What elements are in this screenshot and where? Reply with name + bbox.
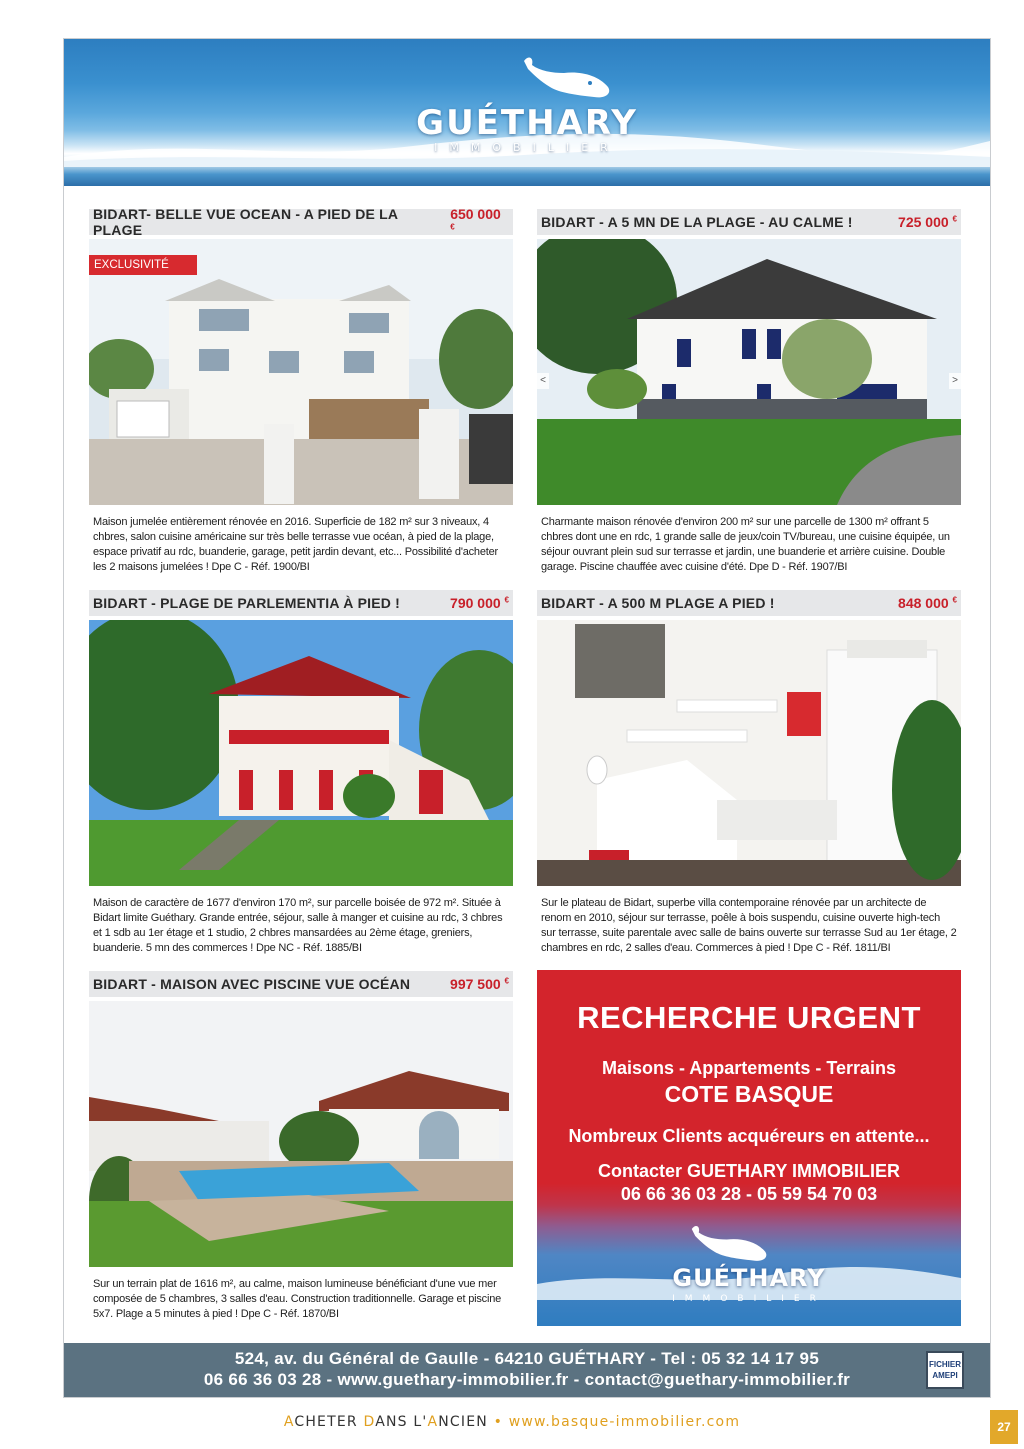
footer-contact: 06 66 36 03 28 - www.guethary-immobilier.fr - contact@guethary-immobilier.fr — [203, 1370, 851, 1389]
listing-title: BIDART - A 500 M PLAGE A PIED ! — [541, 595, 775, 611]
listing-price: 848 000 € — [898, 595, 957, 611]
brand-logo-title: GUÉTHARY — [416, 103, 638, 143]
header-banner — [64, 39, 990, 186]
listing-photo — [89, 620, 513, 886]
listing-title: BIDART - MAISON AVEC PISCINE VUE OCÉAN — [93, 976, 411, 992]
whale-icon — [520, 53, 620, 101]
brand-logo-subtitle: IMMOBILIER — [434, 141, 620, 154]
listing-header — [89, 971, 513, 997]
listing-header — [537, 590, 961, 616]
listing-description: Sur le plateau de Bidart, superbe villa contemporaine rénovée par un architecte de renom en 2010, séjour sur terrasse, poêle à bois suspendu, cuisine ouverte high-tech sur terrasse, suite parentale avec salle de bains ouverte sur terrasse Sud au 1er étage, 2 chambres en rdc, 2 salles d'eau. Commerces à pied ! Dpe C - Réf. 1811/BI — [541, 897, 957, 954]
ad-clients-waiting: Nombreux Clients acquéreurs en attente... — [568, 1126, 930, 1146]
listing-card — [537, 590, 961, 956]
recherche-urgent-ad — [537, 970, 961, 1326]
listing-photo — [89, 1001, 513, 1267]
listing-header — [89, 590, 513, 616]
ad-phone-numbers: 06 66 36 03 28 - 05 59 54 70 03 — [620, 1184, 878, 1204]
amepi-label: AMEPI — [932, 1371, 958, 1380]
listing-card — [89, 206, 513, 575]
ad-contact-label: Contacter GUETHARY IMMOBILIER — [597, 1161, 901, 1181]
fichier-label: FICHIER — [929, 1360, 961, 1369]
listing-description: Sur un terrain plat de 1616 m², au calme, maison lumineuse bénéficiant d'une vue mer composée de 5 chambres, 3 salles d'eau. Construction traditionnelle. Garage et piscine 5x7. Plage a 5 minutes à pied ! Dpe C - Réf. 1870/BI — [93, 1278, 502, 1320]
page-number: 27 — [990, 1410, 1018, 1444]
listing-header — [537, 209, 961, 235]
listing-title: BIDART- BELLE VUE OCEAN - A PIED DE LA PLAGE — [93, 206, 398, 238]
listing-title: BIDART - PLAGE DE PARLEMENTIA À PIED ! — [93, 595, 401, 611]
ad-brand-logo-subtitle: IMMOBILIER — [672, 1294, 826, 1304]
listing-photo — [89, 239, 513, 505]
listing-description: Maison jumelée entièrement rénovée en 2016. Superficie de 182 m² sur 3 niveaux, 4 chbres, salon cuisine américaine sur très belle terrasse vue océan, à pied de la plage, espace privatif au rdc, buanderie, garage, petit jardin devant, etc... Possibilité d'acheter les 2 maisons jumelées ! Dpe C - Réf. 1900/BI — [93, 516, 499, 573]
ad-title: RECHERCHE URGENT — [577, 1000, 921, 1035]
website-link[interactable]: www.basque-immobilier.com — [508, 1414, 741, 1430]
listing-title: BIDART - A 5 MN DE LA PLAGE - AU CALME ! — [541, 214, 853, 230]
next-photo-arrow[interactable]: > — [949, 373, 961, 389]
fichier-amepi-badge — [926, 1351, 964, 1389]
listing-description: Charmante maison rénovée d'environ 200 m² sur une parcelle de 1300 m² offrant 5 chbres dont une en rdc, 1 grande salle de jeux/coin TV/bureau, une cuisine équipée, un séjour ouvrant plein sud sur terrasse et jardin, une buanderie et arrière cuisine. Double garage. Piscine chauffée avec cuisine d'été. Dpe D - Réf. 1907/BI — [541, 516, 950, 573]
prev-photo-arrow[interactable]: < — [537, 373, 549, 389]
listing-card — [537, 209, 961, 575]
ad-region: COTE BASQUE — [664, 1081, 834, 1107]
tagline-bullet: • — [493, 1414, 504, 1430]
bottom-tagline: ACHETER DANS L'ANCIEN • www.basque-immobilier.com — [283, 1414, 741, 1430]
listing-price: 725 000 € — [898, 214, 957, 230]
listing-card — [89, 971, 513, 1322]
footer-contact-band — [64, 1343, 990, 1397]
listing-photo — [537, 239, 961, 505]
ad-property-types: Maisons - Appartements - Terrains — [601, 1058, 897, 1078]
listing-price: 650 000 € — [450, 206, 501, 232]
exclusivity-badge: EXCLUSIVITÉ — [89, 255, 197, 275]
listing-header — [89, 206, 513, 238]
listing-photo — [537, 620, 961, 886]
listing-price: 790 000 € — [450, 595, 509, 611]
listing-card — [89, 590, 513, 956]
listing-description: Maison de caractère de 1677 d'environ 170 m², sur parcelle boisée de 972 m². Située à Bidart limite Guéthary. Grande entrée, séjour, salle à manger et cuisine au rdc, 3 chbres et 1 sdb au 1er étage et 1 studio, 2 chbres mansardées au 2ème étage, greniers, buanderie. 5 mn des commerces ! Dpe NC - Réf. 1885/BI — [93, 897, 503, 954]
ad-brand-logo-title: GUÉTHARY — [672, 1264, 826, 1292]
listing-price: 997 500 € — [450, 976, 509, 992]
footer-address: 524, av. du Général de Gaulle - 64210 GUÉTHARY - Tel : 05 32 14 17 95 — [234, 1349, 820, 1368]
